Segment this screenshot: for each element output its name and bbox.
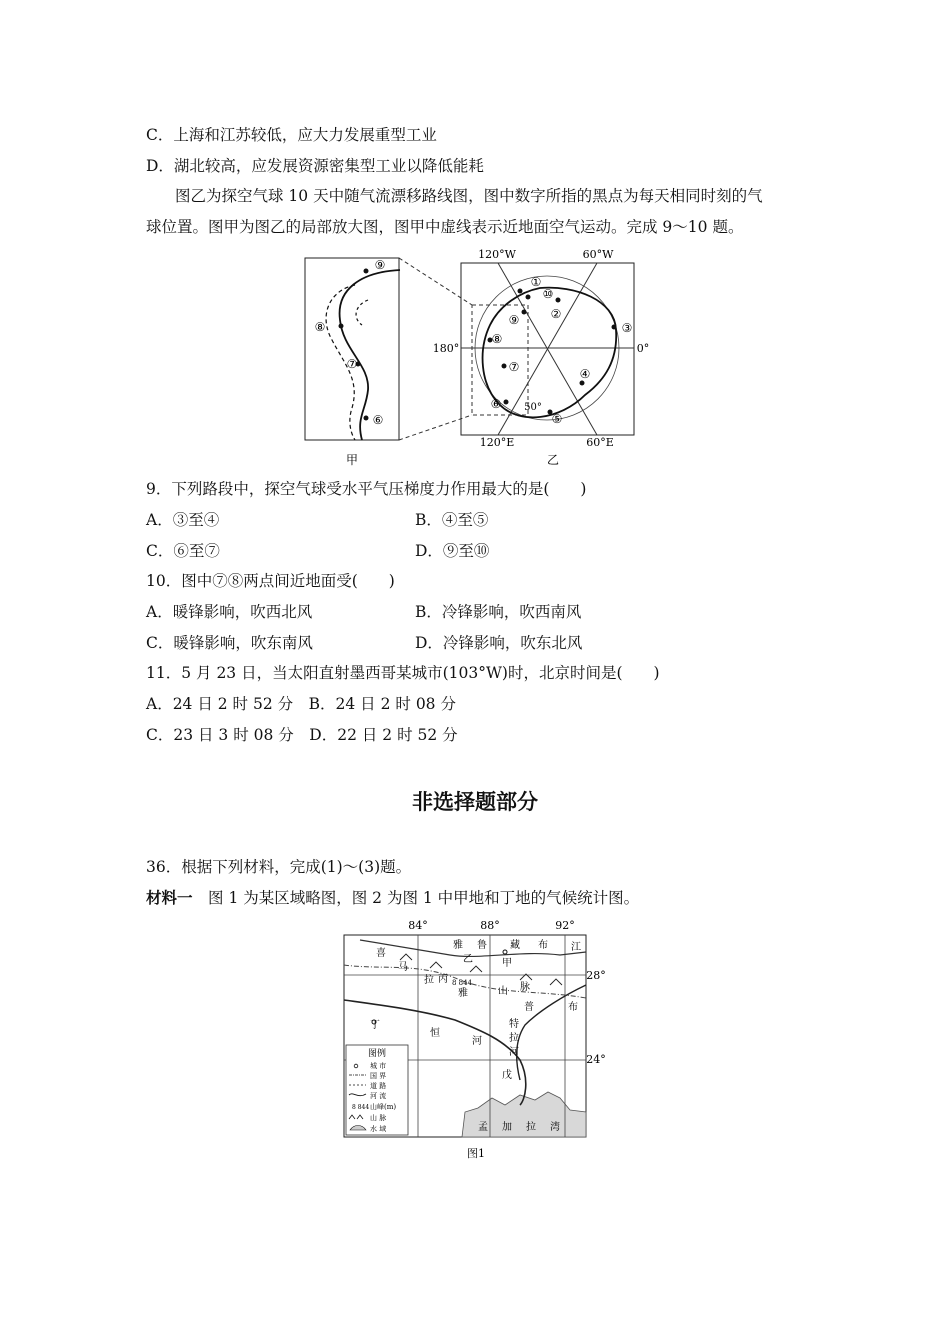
label-jia-map: 甲 xyxy=(502,958,512,969)
pu-label: 普 xyxy=(524,1002,534,1013)
label-ding-map: 丁 xyxy=(370,1020,380,1031)
bay-3: 拉 xyxy=(526,1122,536,1133)
legend-item-7: 水 域 xyxy=(370,1125,387,1133)
bay-1: 孟 xyxy=(478,1122,488,1133)
river-top-2: 鲁 xyxy=(477,940,487,951)
map-lon-88: 88° xyxy=(480,919,500,932)
legend-item-6: 山 脉 xyxy=(370,1114,387,1122)
lon-120e: 120°E xyxy=(479,436,515,449)
legend-item-2: 国 界 xyxy=(370,1072,387,1080)
q9-option-d: D．⑨至⑩ xyxy=(415,542,490,560)
bay-4: 湾 xyxy=(550,1122,560,1133)
brahmaputra-1: 特 xyxy=(509,1019,519,1030)
map-lon-84: 84° xyxy=(408,919,428,932)
q10-option-b: B．冷锋影响，吹西南风 xyxy=(415,603,582,621)
map-lat-24: 24° xyxy=(586,1053,606,1066)
yi-point-3: ③ xyxy=(621,321,633,335)
q10-stem: 10．图中⑦⑧两点间近地面受( ) xyxy=(146,572,395,590)
yi-point-9: ⑨ xyxy=(508,313,520,327)
jia-point-6: ⑥ xyxy=(372,413,384,427)
legend-item-5: 山峰(m) xyxy=(370,1103,397,1111)
mountain-5: 山 xyxy=(498,986,508,997)
yi-point-10: ⑩ xyxy=(542,287,554,301)
balloon-figure xyxy=(300,245,660,470)
map-lon-92: 92° xyxy=(555,919,575,932)
label-yi-map: 乙 xyxy=(463,954,473,965)
mountain-4: 雅 xyxy=(458,988,468,999)
heng-2: 河 xyxy=(472,1036,482,1047)
river-top-4: 布 xyxy=(538,940,548,951)
lon-0: 0° xyxy=(636,342,650,355)
yi-point-7: ⑦ xyxy=(508,360,520,374)
q10-option-a: A．暖锋影响，吹西北风 xyxy=(146,603,313,621)
legend-item-3: 道 路 xyxy=(370,1082,387,1090)
mountain-3: 拉 xyxy=(424,975,434,986)
yi-point-6: ⑥ xyxy=(490,397,502,411)
river-top-5: 江 xyxy=(571,942,581,953)
legend-title: 图例 xyxy=(367,1049,387,1059)
q10-option-d: D．冷锋影响，吹东北风 xyxy=(415,634,583,652)
region-map-figure xyxy=(335,915,615,1165)
label-wu-map: 戊 xyxy=(502,1070,512,1081)
yi-point-2: ② xyxy=(550,307,562,321)
mountain-1: 喜 xyxy=(376,948,386,959)
yi-point-5: ⑤ xyxy=(551,412,563,426)
jia-point-9: ⑨ xyxy=(374,258,386,272)
mountain-2: 马 xyxy=(398,962,408,973)
intro-line-2: 球位置。图甲为图乙的局部放大图，图甲中虚线表示近地面空气运动。完成 9～10 题。 xyxy=(146,218,744,236)
q8-option-d: D．湖北较高，应发展资源密集型工业以降低能耗 xyxy=(146,157,484,175)
q11-options-cd: C．23 日 3 时 08 分 D．22 日 2 时 52 分 xyxy=(146,726,458,744)
q36-stem: 36．根据下列材料，完成(1)～(3)题。 xyxy=(146,858,412,876)
heng-1: 恒 xyxy=(430,1028,440,1039)
lon-120w: 120°W xyxy=(478,248,516,261)
q11-options-ab: A．24 日 2 时 52 分 B．24 日 2 时 08 分 xyxy=(146,695,456,713)
label-yi: 乙 xyxy=(546,453,560,467)
legend-item-4: 河 流 xyxy=(370,1092,387,1100)
lat-50: 50° xyxy=(524,402,542,413)
q36-material xyxy=(146,888,639,908)
material-label: 材料一 xyxy=(146,888,193,907)
yi-point-8: ⑧ xyxy=(491,332,503,346)
jia-point-8: ⑧ xyxy=(314,320,326,334)
river-top-3: 藏 xyxy=(510,940,520,951)
lon-60e: 60°E xyxy=(586,436,614,449)
q8-option-c: C．上海和江苏较低，应大力发展重型工业 xyxy=(146,126,437,144)
label-jia: 甲 xyxy=(345,453,359,467)
peak-label: 8 844 xyxy=(452,979,473,987)
jia-point-7: ⑦ xyxy=(346,357,358,371)
legend-item-1: 城 市 xyxy=(370,1062,387,1070)
material-text: 图 1 为某区域略图，图 2 为图 1 中甲地和丁地的气候统计图。 xyxy=(192,889,640,907)
brahmaputra-2: 拉 xyxy=(509,1033,519,1044)
bay-2: 加 xyxy=(502,1122,512,1133)
section-title: 非选择题部分 xyxy=(412,790,538,814)
q9-option-a: A．③至④ xyxy=(146,511,220,529)
map-lat-28: 28° xyxy=(586,969,606,982)
bu-label: 布 xyxy=(568,1002,578,1013)
lon-180: 180° xyxy=(432,342,460,355)
lon-60w: 60°W xyxy=(582,248,614,261)
yi-point-4: ④ xyxy=(579,367,591,381)
map-caption: 图1 xyxy=(467,1147,485,1160)
q9-stem: 9．下列路段中，探空气球受水平气压梯度力作用最大的是( ) xyxy=(146,480,587,498)
label-bing-map: 丙 xyxy=(438,974,448,985)
yi-point-1: ① xyxy=(530,275,542,289)
q11-stem: 11．5 月 23 日，当太阳直射墨西哥某城市(103°W)时，北京时间是( ) xyxy=(146,664,660,682)
intro-line-1: 图乙为探空气球 10 天中随气流漂移路线图，图中数字所指的黑点为每天相同时刻的气 xyxy=(175,187,763,205)
river-top-1: 雅 xyxy=(453,940,463,951)
mountain-6: 脉 xyxy=(520,982,530,993)
legend-peak-sample: 8 844 xyxy=(352,1104,370,1111)
q10-option-c: C．暖锋影响，吹东南风 xyxy=(146,634,313,652)
q9-option-b: B．④至⑤ xyxy=(415,511,489,529)
q9-option-c: C．⑥至⑦ xyxy=(146,542,220,560)
brahmaputra-3: 河 xyxy=(509,1047,519,1058)
